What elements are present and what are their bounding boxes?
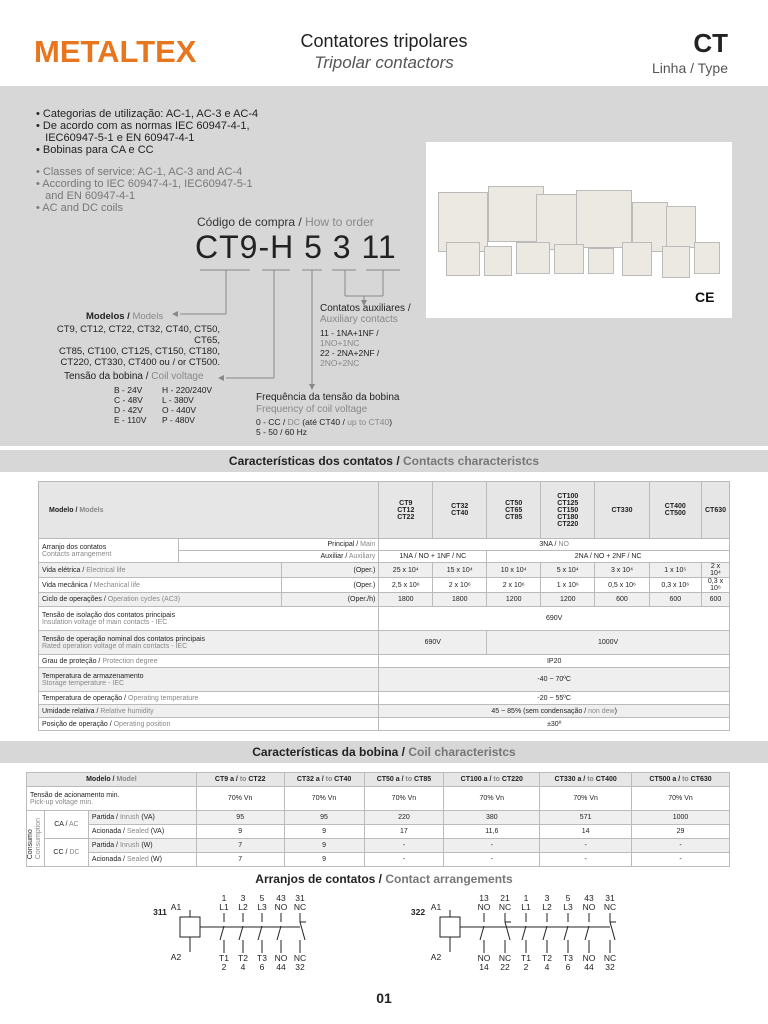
diagram-322-top-num: 5: [565, 893, 571, 903]
diagram-311-top-num: 43: [276, 893, 286, 903]
row-rated-voltage: Tensão de operação nominal dos contatos principais Rated operation voltage of main contacts - IEC 690V 1000V: [39, 631, 730, 655]
coil-voltage-codes-2: H - 220/240V L - 380V O - 440V P - 480V: [162, 385, 213, 425]
col-ct100: CT100 CT125 CT150 CT180 CT220: [541, 482, 595, 539]
diagram-322-a2: A2: [430, 952, 442, 962]
row-operation-cycles: Ciclo de operações / Operation cycles (AC3) (Oper./h) 1800 1800 1200 1200 600 600 600: [39, 593, 730, 607]
diagram-322-top-num: 31: [605, 893, 615, 903]
col-ct9: CT9 CT12 CT22: [379, 482, 433, 539]
diagram-322-bottom-num: 14: [479, 962, 489, 972]
coil-table: Modelo / Model CT9 a / to CT22 CT32 a / to CT40 CT50 a / to CT85 CT100 a / to CT220 CT330 a / to CT400 CT500 a / to CT630 Tensão de acionamento min. Pick-up voltage min. 70% Vn 70% Vn 70% Vn 70% Vn 70% Vn 70% Vn Consumo Consumption CA / AC Partida / Inrush (VA) 95 95 220 380 571 1000 Acionada / Sealed (VA) 9 9 17 11,6 14 29 CC / DC Partida / Inrush (W) 7 9 - - - - Acionada / Sealed (W) 7 9 - - - -: [26, 772, 730, 867]
row-ac-sealed: Acionada / Sealed (VA) 9 9 17 11,6 14 29: [27, 825, 730, 839]
diagram-322-bottom-num: 4: [544, 962, 550, 972]
coil-symbol: [440, 917, 460, 937]
arrangement-label: Arranjo dos contatos Contacts arrangement: [39, 539, 179, 563]
wire: [220, 926, 224, 940]
consumption-label: Consumo Consumption: [27, 811, 45, 867]
diagram-311-top-label: L3: [257, 902, 267, 912]
diagram-322-bottom-num: 6: [565, 962, 571, 972]
wire: [300, 922, 305, 940]
diagram-322-top-label: L3: [563, 902, 573, 912]
arrangements-title: Arranjos de contatos / Contact arrangements: [255, 872, 513, 886]
diagram-322-top-num: 13: [479, 893, 489, 903]
ce-mark: CE: [695, 289, 715, 305]
diagram-311-bottom-label: T1: [219, 953, 229, 963]
how-to-order-label: Código de compra / How to order: [197, 215, 374, 229]
col-ct630: CT630: [701, 482, 729, 539]
diagram-311-id: 311: [153, 907, 167, 917]
wire: [277, 926, 281, 940]
row-insulation-voltage: Tensão de isolação dos contatos principais Insulation voltage of main contacts - IEC 690V: [39, 607, 730, 631]
diagram-311-bottom-label: NC: [293, 953, 307, 963]
product-line-label: Linha / Type: [651, 60, 728, 76]
diagram-322-bottom-label: T1: [521, 953, 531, 963]
diagram-322-bottom-num: 2: [523, 962, 529, 972]
wire: [585, 926, 589, 940]
diagram-322-bottom-label: T3: [563, 953, 573, 963]
diagram-322-top-label: NC: [498, 902, 512, 912]
diagram-311-top-label: NC: [293, 902, 307, 912]
row-dc-sealed: Acionada / Sealed (W) 7 9 - - - -: [27, 853, 730, 867]
model-header: Modelo / Models: [39, 482, 379, 539]
diagram-322-top-label: NC: [603, 902, 617, 912]
diagram-311-bottom-num: 6: [259, 962, 265, 972]
col-ct50: CT50 CT65 CT85: [487, 482, 541, 539]
wire: [258, 926, 262, 940]
freq-heading: Frequência da tensão da bobina: [256, 392, 400, 403]
diagram-322-bottom-num: 22: [500, 962, 510, 972]
coil-model-header: Modelo / Model: [27, 773, 197, 787]
diagram-322-bottom-label: T2: [542, 953, 552, 963]
diagram-311-a2: A2: [170, 952, 182, 962]
diagram-322-top-label: NO: [477, 902, 491, 912]
diagram-322-top-label: L1: [521, 902, 531, 912]
row-electrical-life: Vida elétrica / Electrical life (Oper.) 25 x 10⁴ 15 x 10⁴ 10 x 10⁴ 5 x 10⁴ 3 x 10⁴ 1 x 10⁵ 2 x 10⁴: [39, 563, 730, 578]
row-storage-temp: Temperatura de armazenamento Storage temperature - IEC -40 ~ 70ºC: [39, 668, 730, 692]
coil-symbol: [180, 917, 200, 937]
diagram-311-top-label: L2: [238, 902, 248, 912]
models-heading: Modelos / Models: [86, 311, 164, 322]
diagram-311-top-num: 5: [259, 893, 265, 903]
coil-section-title: Características da bobina / Coil characteristcs: [252, 745, 516, 759]
models-list: CT9, CT12, CT22, CT32, CT40, CT50, CT65, CT85, CT100, CT125, CT150, CT180, CT220, CT330, CT400 ou / or CT500.: [56, 324, 220, 368]
diagram-322-top-num: 21: [500, 893, 510, 903]
diagram-322-top-num: 3: [544, 893, 550, 903]
row-position: Posição de operação / Operating position ±30º: [39, 718, 730, 731]
logo-text: METALTEX: [34, 34, 197, 69]
diagram-311-top-label: NO: [274, 902, 288, 912]
row-mechanical-life: Vida mecânica / Mechanical life (Oper.) 2,5 x 10⁶ 2 x 10⁶ 2 x 10⁶ 1 x 10⁶ 0,5 x 10⁶ 0,3 x 10⁶ 0,3 x 10⁶: [39, 578, 730, 593]
freq-options: 0 - CC / DC (até CT40 / up to CT40) 5 - 50 / 60 Hz: [256, 417, 393, 437]
row-ac-inrush: Consumo Consumption CA / AC Partida / Inrush (VA) 95 95 220 380 571 1000: [27, 811, 730, 825]
page-title: Contatores tripolares: [300, 31, 468, 51]
page-subtitle: Tripolar contactors: [314, 53, 454, 72]
coil-voltage-codes-1: B - 24V C - 48V D - 42V E - 110V: [114, 385, 147, 425]
row-humidity: Umidade relativa / Relative humidity 45 ~ 85% (sem condensação / non dew): [39, 705, 730, 718]
diagram-322-bottom-label: NO: [477, 953, 491, 963]
diagram-322-bottom-label: NO: [582, 953, 596, 963]
diagram-322-bottom-num: 44: [584, 962, 594, 972]
diagram-311-bottom-num: 4: [240, 962, 246, 972]
contacts-table: Modelo / Models CT9 CT12 CT22 CT32 CT40 CT50 CT65 CT85 CT100 CT125 CT150 CT180 CT220 CT330 CT400 CT500 CT630 Arranjo dos contatos Contacts arrangement Principal / Main 3NA / NO Auxiliar / Auxiliary 1NA / NO + 1NF / NC 2NA / NO + 2NF / NC Vida elétrica / Electrical life (Oper.) 25 x 10⁴ 15 x 10⁴ 10 x 10⁴ 5 x 10⁴ 3 x 10⁴ 1 x 10⁵ 2 x 10⁴ Vida mecânica / Mechanical life (Oper.) 2,5 x 10⁶ 2 x 10⁶ 2 x 10⁶ 1 x 10⁶ 0,5 x 10⁶ 0,3 x 10⁶ 0,3 x 10⁶ Ciclo de operações / Operation cycles (AC3) (Oper./h) 1800 1800 1200 1200 600 600 600 Tensão de isolação dos contatos principais Insulation voltage of main contacts - IEC 690V Tensão de operação nominal dos contatos principais Rated operation voltage of main contacts - IEC 690V 1000V Grau de proteção / Protection degree IP20 Temperatura de armazenamento Storage temperature - IEC -40 ~ 70ºC Temperatura de operação / Operating temperature -20 ~ 55ºC Umidade relativa / Relative humidity 45 ~ 85% (sem condensação / non dew) Posição de operação / Operating position ±30º: [38, 481, 730, 731]
bullets-pt: • Categorias de utilização: AC-1, AC-3 e AC-4 • De acordo com as normas IEC 60947-4-1, IEC60947-5-1 e EN 60947-4-1 • Bobinas para CA e CC: [36, 108, 259, 156]
coil-voltage-heading: Tensão da bobina / Coil voltage: [64, 371, 204, 382]
diagram-311-top-num: 1: [221, 893, 227, 903]
aux-contacts-options: 11 - 1NA+1NF / 1NO+1NC 22 - 2NA+2NF / 2NO+2NC: [320, 328, 380, 368]
diagram-311-bottom-label: T2: [238, 953, 248, 963]
diagram-311-a1: A1: [170, 902, 182, 912]
bullets-en: • Classes of service: AC-1, AC-3 and AC-4 • According to IEC 60947-4-1, IEC60947-5-1 and EN 60947-4-1 • AC and DC coils: [36, 166, 253, 214]
order-code-example: CT9-H 5 3 11: [195, 229, 397, 265]
diagram-311-top-num: 31: [295, 893, 305, 903]
diagram-322-top-label: NO: [582, 902, 596, 912]
diagram-322-top-num: 1: [523, 893, 529, 903]
diagram-322-bottom-label: NC: [498, 953, 512, 963]
contacts-section-title: Características dos contatos / Contacts characteristcs: [228, 454, 540, 468]
diagram-322-top-num: 43: [584, 893, 594, 903]
diagram-311-top-num: 3: [240, 893, 246, 903]
diagram-311-bottom-num: 2: [221, 962, 227, 972]
diagram-311-bottom-num: 44: [276, 962, 286, 972]
page-number: 01: [376, 990, 392, 1006]
wire: [505, 922, 510, 940]
wire: [610, 922, 615, 940]
row-pickup: Tensão de acionamento min. Pick-up voltage min. 70% Vn 70% Vn 70% Vn 70% Vn 70% Vn 70% Vn: [27, 787, 730, 811]
col-ct330: CT330: [595, 482, 649, 539]
freq-heading-en: Frequency of coil voltage: [256, 404, 368, 415]
aux-contacts-heading-en: Auxiliary contacts: [320, 314, 398, 325]
row-protection: Grau de proteção / Protection degree IP20: [39, 655, 730, 668]
diagram-311-bottom-num: 32: [295, 962, 305, 972]
diagram-322-id: 322: [410, 907, 426, 917]
row-dc-inrush: CC / DC Partida / Inrush (W) 7 9 - - - -: [27, 839, 730, 853]
diagram-322-a1: A1: [430, 902, 442, 912]
wire: [522, 926, 526, 940]
col-ct400: CT400 CT500: [649, 482, 701, 539]
diagram-322-top-label: L2: [542, 902, 552, 912]
wire: [239, 926, 243, 940]
product-line: CT: [693, 28, 728, 58]
diagram-322-bottom-label: NC: [603, 953, 617, 963]
col-ct32: CT32 CT40: [433, 482, 487, 539]
diagram-322-bottom-num: 32: [605, 962, 615, 972]
wiring-diagrams: [0, 890, 768, 975]
diagram-311-bottom-label: NO: [274, 953, 288, 963]
aux-contacts-heading: Contatos auxiliares /: [320, 303, 411, 314]
diagram-311-top-label: L1: [219, 902, 229, 912]
diagram-311-bottom-label: T3: [257, 953, 267, 963]
wire: [480, 926, 484, 940]
wire: [543, 926, 547, 940]
row-operating-temp: Temperatura de operação / Operating temperature -20 ~ 55ºC: [39, 692, 730, 705]
wire: [564, 926, 568, 940]
